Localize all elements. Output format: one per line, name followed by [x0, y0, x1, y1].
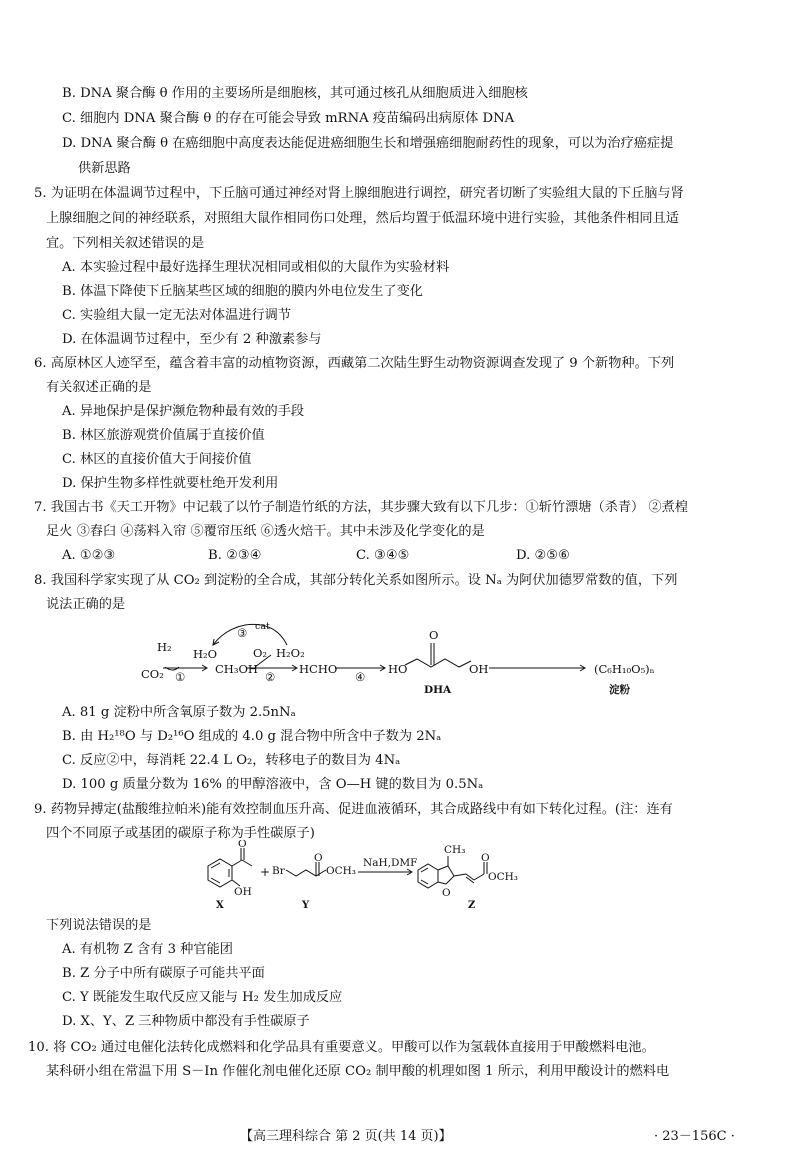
ch3oh-label: CH₃OH [215, 662, 258, 676]
q8-option-b: B. 由 H₂¹⁸O 与 D₂¹⁶O 组成的 4.0 g 混合物中所含中子数为 2Nₐ [62, 729, 442, 744]
q9-lead: 下列说法错误的是 [46, 918, 152, 933]
h2o-label: H₂O [193, 647, 218, 661]
q4-option-c: C. 细胞内 DNA 聚合酶 θ 的存在可能会导致 mRNA 疫苗编码出病原体 DNA [62, 111, 515, 126]
dha-o-label: O [429, 628, 439, 642]
q5-stem-line3: 宜。下列相关叙述错误的是 [46, 236, 205, 251]
q6-stem-line1: 6. 高原林区人迹罕至，蕴含着丰富的动植物资源，西藏第二次陆生野生动物资源调查发现了 9 个新物种。下列 [34, 356, 675, 371]
q8-stem-line2: 说法正确的是 [46, 597, 126, 612]
q7-stem-line2: 足火 ③舂臼 ④荡料入帘 ⑤覆帘压纸 ⑥透火焙干。其中未涉及化学变化的是 [46, 524, 485, 539]
cat-label: cat [255, 621, 270, 632]
q8-option-a: A. 81 g 淀粉中所含氧原子数为 2.5nNₐ [62, 705, 296, 720]
q9-reaction-scheme [190, 840, 550, 920]
z-ch3-label: CH₃ [444, 844, 466, 856]
q9-option-a: A. 有机物 Z 含有 3 种官能团 [62, 942, 233, 957]
q4-option-b: B. DNA 聚合酶 θ 作用的主要场所是细胞核，其可通过核孔从细胞质进入细胞核 [62, 86, 528, 101]
q7-option-d: D. ②⑤⑥ [516, 548, 570, 563]
h2o2-label: H₂O₂ [276, 646, 305, 660]
q4-option-d-cont: 供新思路 [78, 161, 131, 176]
x-o-label: O [238, 840, 247, 850]
z-label: Z [468, 900, 476, 911]
q7-option-b: B. ②③④ [208, 548, 262, 563]
o2-label: O₂ [253, 646, 268, 660]
q9-stem-line1: 9. 药物异搏定(盐酸维拉帕米)能有效控制血压升高、促进血液循环，其合成路线中有如下转化过程。(注：连有 [34, 802, 673, 817]
dha-ho-label: HO [388, 662, 408, 676]
q6-option-d: D. 保护生物多样性就要杜绝开发利用 [62, 476, 279, 491]
q5-stem-line2: 上腺细胞之间的神经联系，对照组大鼠作相同伤口处理，然后均置于低温环境中进行实验，其他条件相同且适 [46, 211, 679, 226]
z-o-ring-label: O [442, 887, 451, 899]
q8-option-d: D. 100 g 质量分数为 16% 的甲醇溶液中，含 O—H 键的数目为 0.5Nₐ [62, 777, 484, 792]
q6-stem-line2: 有关叙述正确的是 [46, 380, 152, 395]
q5-option-d: D. 在体温调节过程中，至少有 2 种激素参与 [62, 332, 322, 347]
x-label: X [216, 900, 224, 911]
q9-option-b: B. Z 分子中所有碳原子可能共平面 [62, 966, 265, 981]
q6-option-c: C. 林区的直接价值大于间接价值 [62, 452, 252, 467]
q5-option-c: C. 实验组大鼠一定无法对体温进行调节 [62, 308, 292, 323]
step1-label: ① [175, 670, 186, 684]
y-br-label: Br [272, 865, 285, 877]
q7-option-a: A. ①②③ [62, 548, 116, 563]
y-label: Y [302, 900, 310, 911]
dha-oh-label: OH [469, 662, 489, 676]
page-code: · 23－156C · [654, 1129, 735, 1144]
q5-stem-line1: 5. 为证明在体温调节过程中，下丘脑可通过神经对肾上腺细胞进行调控，研究者切断了实验组大鼠的下丘脑与肾 [34, 186, 684, 201]
reagent-label: NaH,DMF [363, 857, 418, 869]
q10-stem-line1: 10. 将 CO₂ 通过电催化法转化成燃料和化学品具有重要意义。甲酸可以作为氢载体直接用于甲酸燃料电池。 [28, 1040, 655, 1055]
q5-option-a: A. 本实验过程中最好选择生理状况相同或相似的大鼠作为实验材料 [62, 260, 450, 275]
dha-label: DHA [424, 684, 452, 696]
q8-stem-line1: 8. 我国科学家实现了从 CO₂ 到淀粉的全合成，其部分转化关系如图所示。设 Nₐ 为阿伏加德罗常数的值，下列 [34, 573, 678, 588]
q9-option-c: C. Y 既能发生取代反应又能与 H₂ 发生加成反应 [62, 990, 343, 1005]
starch-formula: (C₆H₁₀O₅)ₙ [594, 662, 655, 676]
q8-reaction-scheme [135, 615, 675, 705]
q6-option-a: A. 异地保护是保护濒危物种最有效的手段 [62, 404, 305, 419]
z-och3-label: OCH₃ [488, 871, 519, 883]
plus-sign: + [260, 865, 271, 879]
q9-stem-line2: 四个不同原子或基团的碳原子称为手性碳原子) [46, 826, 315, 841]
q7-stem-line1: 7. 我国古书《天工开物》中记载了以竹子制造竹纸的方法，其步骤大致有以下几步：①斩竹漂塘（杀青） ②煮楻 [34, 500, 688, 515]
step3-label: ③ [237, 626, 248, 640]
q5-option-b: B. 体温下降使下丘脑某些区域的细胞的膜内外电位发生了变化 [62, 284, 423, 299]
q9-option-d: D. X、Y、Z 三种物质中都没有手性碳原子 [62, 1014, 310, 1029]
step4-label: ④ [355, 670, 366, 684]
q10-stem-line2: 某科研小组在常温下用 S－In 作催化剂电催化还原 CO₂ 制甲酸的机理如图 1 所示，利用甲酸设计的燃料电 [46, 1064, 670, 1079]
z-o-label: O [481, 852, 490, 864]
starch-label: 淀粉 [609, 684, 630, 696]
step2-label: ② [265, 670, 276, 684]
y-o-label: O [314, 852, 323, 864]
page-footer: 【高三理科综合 第 2 页(共 14 页)】 [240, 1129, 452, 1144]
q6-option-b: B. 林区旅游观赏价值属于直接价值 [62, 428, 265, 443]
hcho-label: HCHO [299, 662, 338, 676]
y-och3-label: OCH₃ [326, 865, 357, 877]
q7-option-c: C. ③④⑤ [356, 548, 410, 563]
q8-option-c: C. 反应②中，每消耗 22.4 L O₂，转移电子的数目为 4Nₐ [62, 753, 401, 768]
h2-label: H₂ [157, 640, 172, 654]
q4-option-d: D. DNA 聚合酶 θ 在癌细胞中高度表达能促进癌细胞生长和增强癌细胞耐药性的现象，可以为治疗癌症提 [62, 136, 674, 151]
co2-label: CO₂ [141, 667, 164, 681]
x-oh-label: OH [234, 886, 252, 898]
